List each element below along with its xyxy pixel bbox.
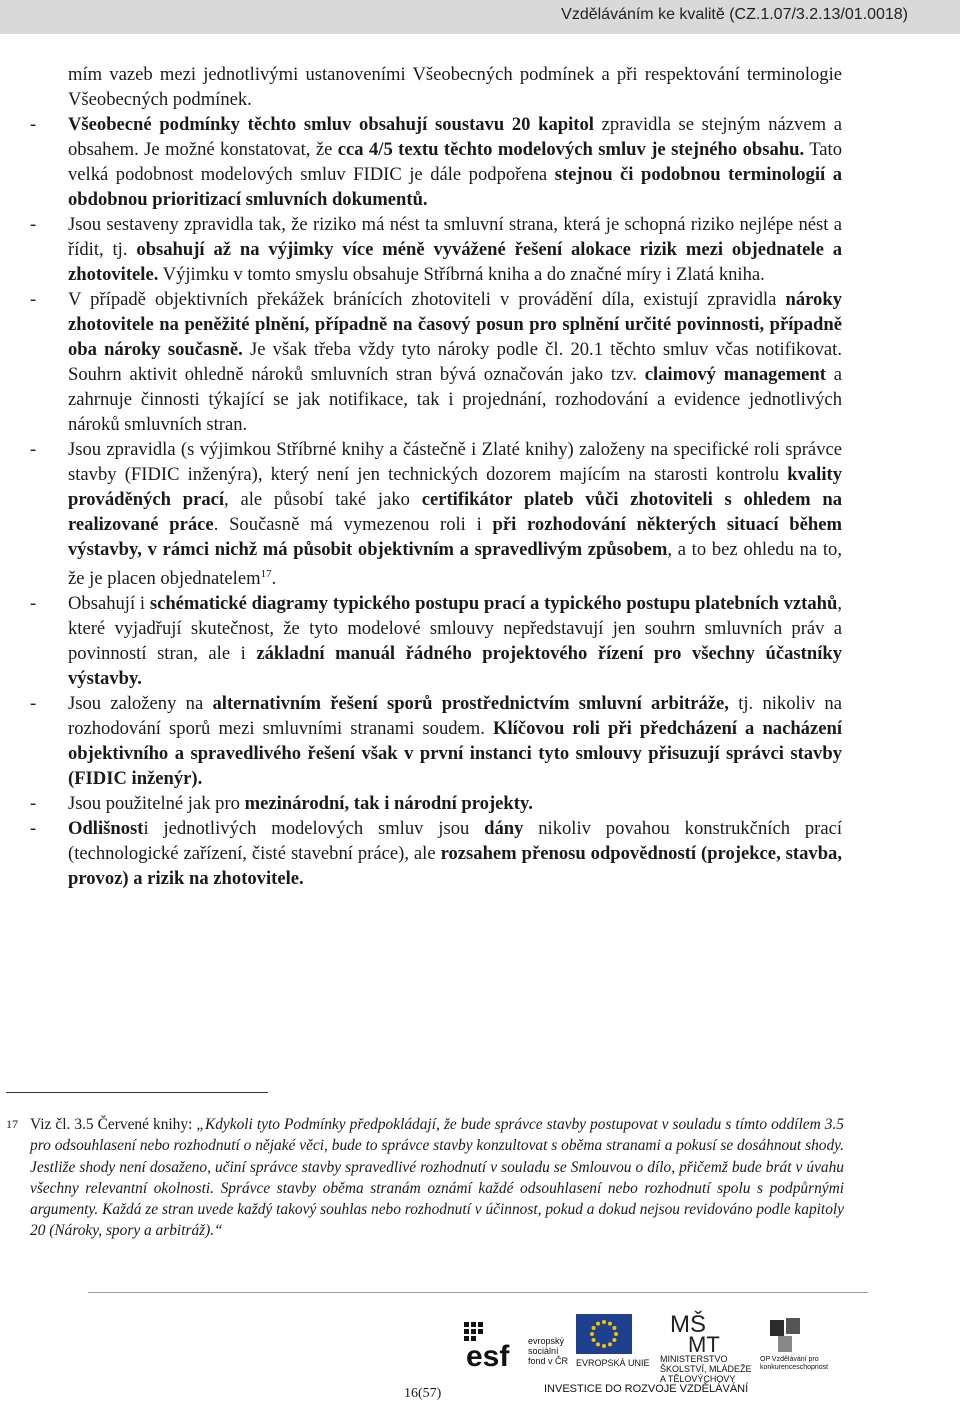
list-dash: -	[30, 693, 37, 715]
footnote-quote: „Kdykoli tyto Podmínky předpokládají, že bude správce stavby postupovat v souladu s tímto oddílem 3.5 pro odsouhlasení nebo rozhodnutí o nějaké věci, bude to správce stavby konzultovat s oběma stranami a pokusí se dosáhnout shody. Jestliže shody není dosaženo, učiní správce stavby spravedlivé rozhodnutí v souladu se Smlouvou o dílo, přičemž bude brát v úvahu všechny relevantní okolnosti. Správce stavby oběma stranám oznámí každé odsouhlasení nebo rozhodnutí spolu s podpůrnými argumenty. Každá ze stran uvede každý takový souhlas nebo rozhodnutí v účinnost, pokud a dokud nejsou revidováno podle kapitoly 20 (Nároky, spory a arbitráž).“	[30, 1116, 844, 1240]
footnote-ref[interactable]: 17	[260, 568, 272, 580]
header-bar	[0, 0, 960, 34]
list-item: - Odlišnosti jednotlivých modelových smluv jsou dány nikoliv povahou konstrukčních prací (technologické zařízení, čisté stavební práce), ale rozsahem přenosu odpovědností (projekce, stavba, provoz) a rizik na zhotovitele.	[30, 818, 842, 890]
list-dash: -	[30, 114, 37, 135]
footer-separator	[88, 1292, 868, 1293]
header-project-code: Vzděláváním ke kvalitě (CZ.1.07/3.2.13/01.0018)	[561, 6, 908, 23]
list-dash: -	[30, 214, 37, 235]
list-dash: -	[30, 439, 37, 460]
svg-text:MT: MT	[688, 1332, 720, 1354]
op-text: OP Vzdělávání pro konkurenceschopnost	[760, 1356, 829, 1371]
list-dash: -	[30, 289, 37, 310]
msmt-logo	[666, 1308, 736, 1354]
footnote-separator	[6, 1092, 268, 1093]
eu-flag-icon	[576, 1314, 632, 1354]
list-item: - Obsahují i schématické diagramy typického postupu prací a typického postupu platebních vztahů, které vyjadřují skutečnost, že tyto modelové smlouvy nepředstavují jen souhrn smluvních práv a povinností stran, ale i základní manuál řádného projektového řízení pro všechny účastníky výstavby.	[30, 593, 842, 690]
footnote-number: 17	[6, 1117, 18, 1131]
footnote	[6, 1114, 844, 1242]
list-item: - Jsou založeny na alternativním řešení sporů prostřednictvím smluvní arbitráže, tj. nikoliv na rozhodování sporů mezi smluvními stranami soudem. Klíčovou roli při předcházení a nacházení objektivního a spravedlivého řešení však v první instanci tyto smlouvy přisuzují správci stavby (FIDIC inženýr).	[30, 693, 842, 790]
intro-paragraph: mím vazeb mezi jednotlivými ustanoveními Všeobecných podmínek a při respektování terminologie Všeobecných podmínek.	[68, 64, 842, 110]
op-logo	[764, 1316, 816, 1356]
footer-logos	[462, 1304, 829, 1404]
svg-text:esf: esf	[466, 1340, 510, 1370]
msmt-text: MINISTERSTVO ŠKOLSTVÍ, MLÁDEŽE A TĚLOVÝCHOVY	[660, 1354, 752, 1384]
esf-text: evropský sociální fond v ČR	[528, 1336, 569, 1366]
eu-text: EVROPSKÁ UNIE	[576, 1358, 650, 1368]
footnote-lead: Viz čl. 3.5 Červené knihy:	[30, 1116, 197, 1133]
svg-text:MŠ: MŠ	[670, 1311, 706, 1338]
list-item: - Jsou použitelné jak pro mezinárodní, tak i národní projekty.	[30, 793, 533, 815]
list-item: - V případě objektivních překážek bránících zhotoviteli v provádění díla, existují zpravidla nároky zhotovitele na peněžité plnění, případně na časový posun pro splnění určité povinnosti, případně oba nároky současně. Je však třeba vždy tyto nároky podle čl. 20.1 těchto smluv včas notifikovat. Souhrn aktivit ohledně nároků smluvních stran bývá označován jako tzv. claimový management a zahrnuje činnosti týkající se jak notifikace, tak i projednání, rozhodování a evidence jednotlivých nároků smluvních stran.	[30, 289, 842, 435]
list-dash: -	[30, 818, 37, 840]
page-number: 16(57)	[404, 1386, 442, 1401]
list-item: - Všeobecné podmínky těchto smluv obsahují soustavu 20 kapitol zpravidla se stejným názvem a obsahem. Je možné konstatovat, že cca 4/5 textu těchto modelových smluv je stejného obsahu. Tato velká podobnost modelových smluv FIDIC je dále podpořena stejnou či podobnou terminologií a obdobnou prioritizací smluvních dokumentů.	[30, 114, 842, 210]
list-item: - Jsou zpravidla (s výjimkou Stříbrné knihy a částečně i Zlaté knihy) založeny na specifické roli správce stavby (FIDIC inženýra), který není jen technických dozorem majícím na starosti kontrolu kvality prováděných prací, ale působí také jako certifikátor plateb vůči zhotoviteli s ohledem na realizované práce. Současně má vymezenou roli i při rozhodování některých situací během výstavby, v rámci nichž má působit objektivním a spravedlivým způsobem, a to bez ohledu na to, že je placen objednatelem$^{17}$.	[30, 439, 843, 590]
list-dash: -	[30, 793, 37, 815]
invest-slogan: INVESTICE DO ROZVOJE VZDĚLÁVÁNÍ	[544, 1383, 749, 1395]
list-item: - Jsou sestaveny zpravidla tak, že riziko má nést ta smluvní strana, která je schopná riziko nejlépe nést a řídit, tj. obsahují až na výjimky více méně vyvážené řešení alokace rizik mezi objednatele a zhotovitele. Výjimku v tomto smyslu obsahuje Stříbrná kniha a do značné míry i Zlatá kniha.	[30, 214, 843, 285]
main-content	[30, 62, 842, 891]
list-dash: -	[30, 593, 37, 615]
esf-logo	[462, 1318, 524, 1370]
